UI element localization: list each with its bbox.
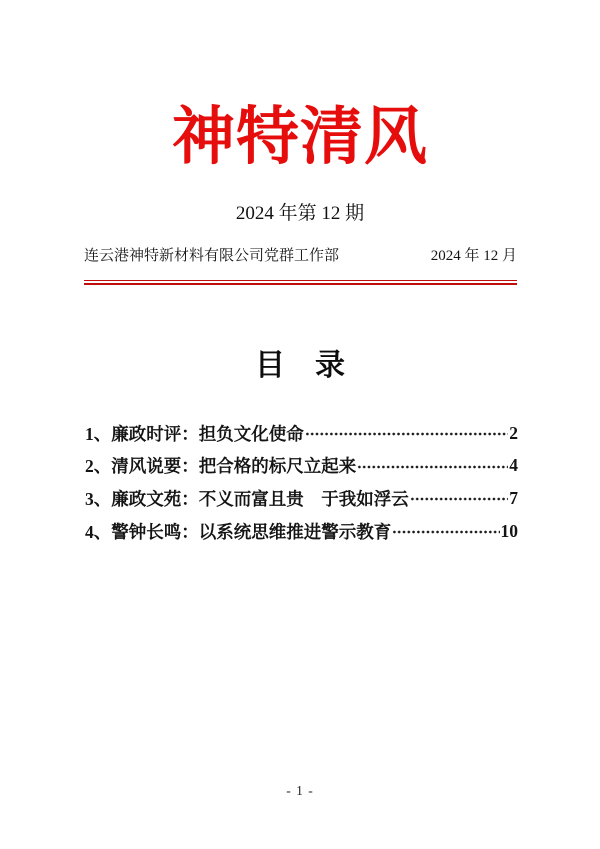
toc-page-number: 10: [500, 520, 518, 541]
leader-dots: [410, 495, 509, 503]
toc-heading: 目 录: [255, 349, 345, 382]
toc-item-label: 4、警钟长鸣：以系统思维推进警示教育: [85, 521, 392, 542]
toc-item: [85, 417, 518, 450]
toc-item-label: 2、清风说要：把合格的标尺立起来: [85, 456, 357, 477]
toc-item-label: 3、廉政文苑：不义而富且贵 于我如浮云: [85, 488, 409, 509]
toc-item: [85, 450, 518, 483]
toc-page-number: 4: [509, 455, 518, 476]
page-number-footer: - 1 -: [286, 783, 314, 798]
toc-list: [85, 417, 518, 547]
publisher-name: 连云港神特新材料有限公司党群工作部: [84, 248, 340, 264]
issue-date: 2024 年 12 月: [430, 248, 517, 264]
publisher-row: [84, 247, 517, 267]
red-double-rule: [84, 280, 517, 285]
leader-dots: [357, 463, 508, 471]
newsletter-title: 神特清风: [172, 102, 428, 172]
toc-item: [85, 515, 518, 548]
toc-page-number: 2: [509, 422, 518, 443]
issue-number: 2024 年第 12 期: [235, 203, 365, 224]
leader-dots: [305, 430, 509, 438]
toc-item: [85, 482, 518, 515]
toc-page-number: 7: [509, 487, 518, 508]
leader-dots: [392, 528, 499, 536]
toc-item-label: 1、廉政时评：担负文化使命: [85, 423, 304, 444]
